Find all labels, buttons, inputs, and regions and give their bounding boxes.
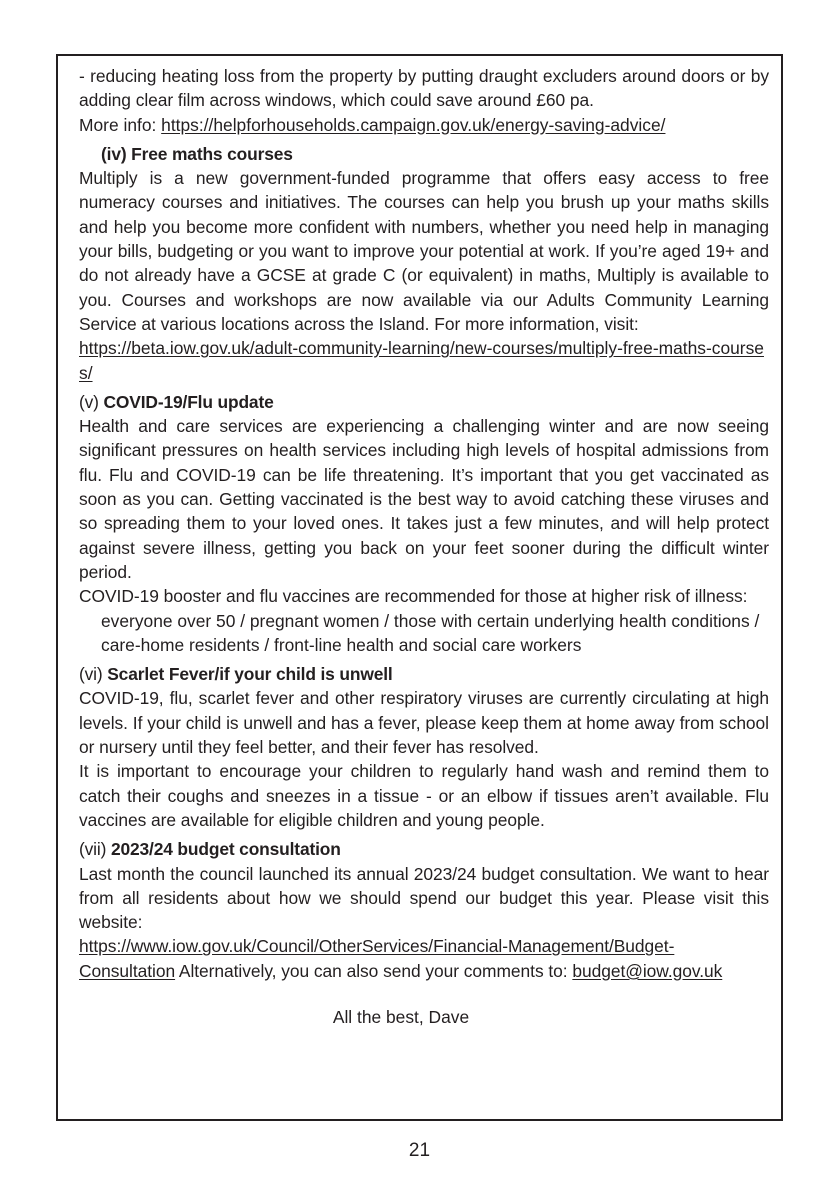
page-number: 21: [408, 1140, 431, 1161]
budget-email-link[interactable]: budget@iow.gov.uk: [572, 960, 723, 981]
heading-vi-title: Scarlet Fever/if your child is unwell: [107, 664, 393, 685]
heading-iv-free-maths-courses: [79, 142, 769, 166]
vi-body-paragraph-2: It is important to encourage your children to regularly hand wash and remind them to catch their coughs and sneezes in a tissue - or an elbow if tissues aren’t available. Flu vaccines are available for eligible children and young people.: [79, 761, 769, 830]
more-info-label: More info:: [79, 114, 162, 135]
vii-after-url-text: Alternatively, you can also send your comments to:: [175, 960, 573, 981]
v-risk-intro-paragraph: COVID-19 booster and flu vaccines are recommended for those at higher risk of illness:: [79, 586, 748, 607]
heading-v-title: COVID-19/Flu update: [103, 391, 274, 412]
iv-body-paragraph: Multiply is a new government-funded programme that offers easy access to free numeracy courses and initiatives. The courses can help you brush up your maths skills and help you become more confident with numbers, whether you need help in managing your bills, budgeting or you want to improve your potential at work. If you’re aged 19+ and do not already have a GCSE at grade C (or equivalent) in maths, Multiply is available to you. Courses and workshops are now available via our Adults Community Learning Service at various locations across the Island. For more information, visit:: [79, 168, 769, 334]
v-risk-group-list: everyone over 50 / pregnant women / those with certain underlying health conditions / care-home residents / front-line health and social care workers: [101, 610, 760, 655]
more-info-line: [79, 113, 769, 137]
heading-v-numeral: (v): [79, 391, 104, 412]
heading-vi-scarlet-fever: [79, 662, 769, 686]
heading-iv-title: Free maths courses: [131, 143, 293, 164]
budget-consultation-link[interactable]: https://www.iow.gov.uk/Council/OtherServices/Financial-Management/Budget-Consultation: [79, 936, 675, 981]
energy-saving-advice-link[interactable]: https://helpforhouseholds.campaign.gov.uk/energy-saving-advice/: [161, 114, 666, 135]
heading-vii-title: 2023/24 budget consultation: [110, 839, 341, 860]
heading-iv-numeral: (iv): [101, 143, 132, 164]
heading-vii-numeral: (vii): [79, 839, 111, 860]
spacer: [79, 983, 769, 1005]
signoff-line: All the best, Dave: [332, 1006, 470, 1027]
heading-vi-numeral: (vi): [79, 664, 108, 685]
energy-bullet-paragraph: - reducing heating loss from the property by putting draught excluders around doors or by adding clear film across windows, which could save around £60 pa.: [79, 66, 769, 111]
multiply-url-line: [79, 336, 769, 385]
heading-v-covid-flu-update: [79, 390, 769, 414]
vi-body-paragraph-1: COVID-19, flu, scarlet fever and other respiratory viruses are currently circulating at high levels. If your child is unwell and has a fever, please keep them at home away from school or nursery until they feel better, and their fever has resolved.: [79, 688, 769, 758]
newsletter-frame: [56, 54, 783, 1121]
multiply-free-maths-courses-link[interactable]: https://beta.iow.gov.uk/adult-community-learning/new-courses/multiply-free-maths-courses/: [79, 338, 764, 383]
vii-body-paragraph: Last month the council launched its annual 2023/24 budget consultation. We want to hear from all residents about how we should spend our budget this year. Please visit this website:: [79, 863, 769, 933]
heading-vii-budget-consultation: [79, 837, 769, 861]
vii-url-paragraph: [79, 934, 769, 983]
v-body-paragraph: Health and care services are experiencing a challenging winter and are now seeing significant pressures on health services including high levels of hospital admissions from flu. Flu and COVID-19 can be life threatening. It’s important that you get vaccinated as soon as you can. Getting vaccinated is the best way to avoid catching these viruses and so spreading them to your loved ones. It takes just a few minutes, and will help protect against severe illness, getting you back on your feet sooner during the difficult winter period.: [79, 416, 769, 582]
newsletter-content: [79, 64, 769, 1029]
